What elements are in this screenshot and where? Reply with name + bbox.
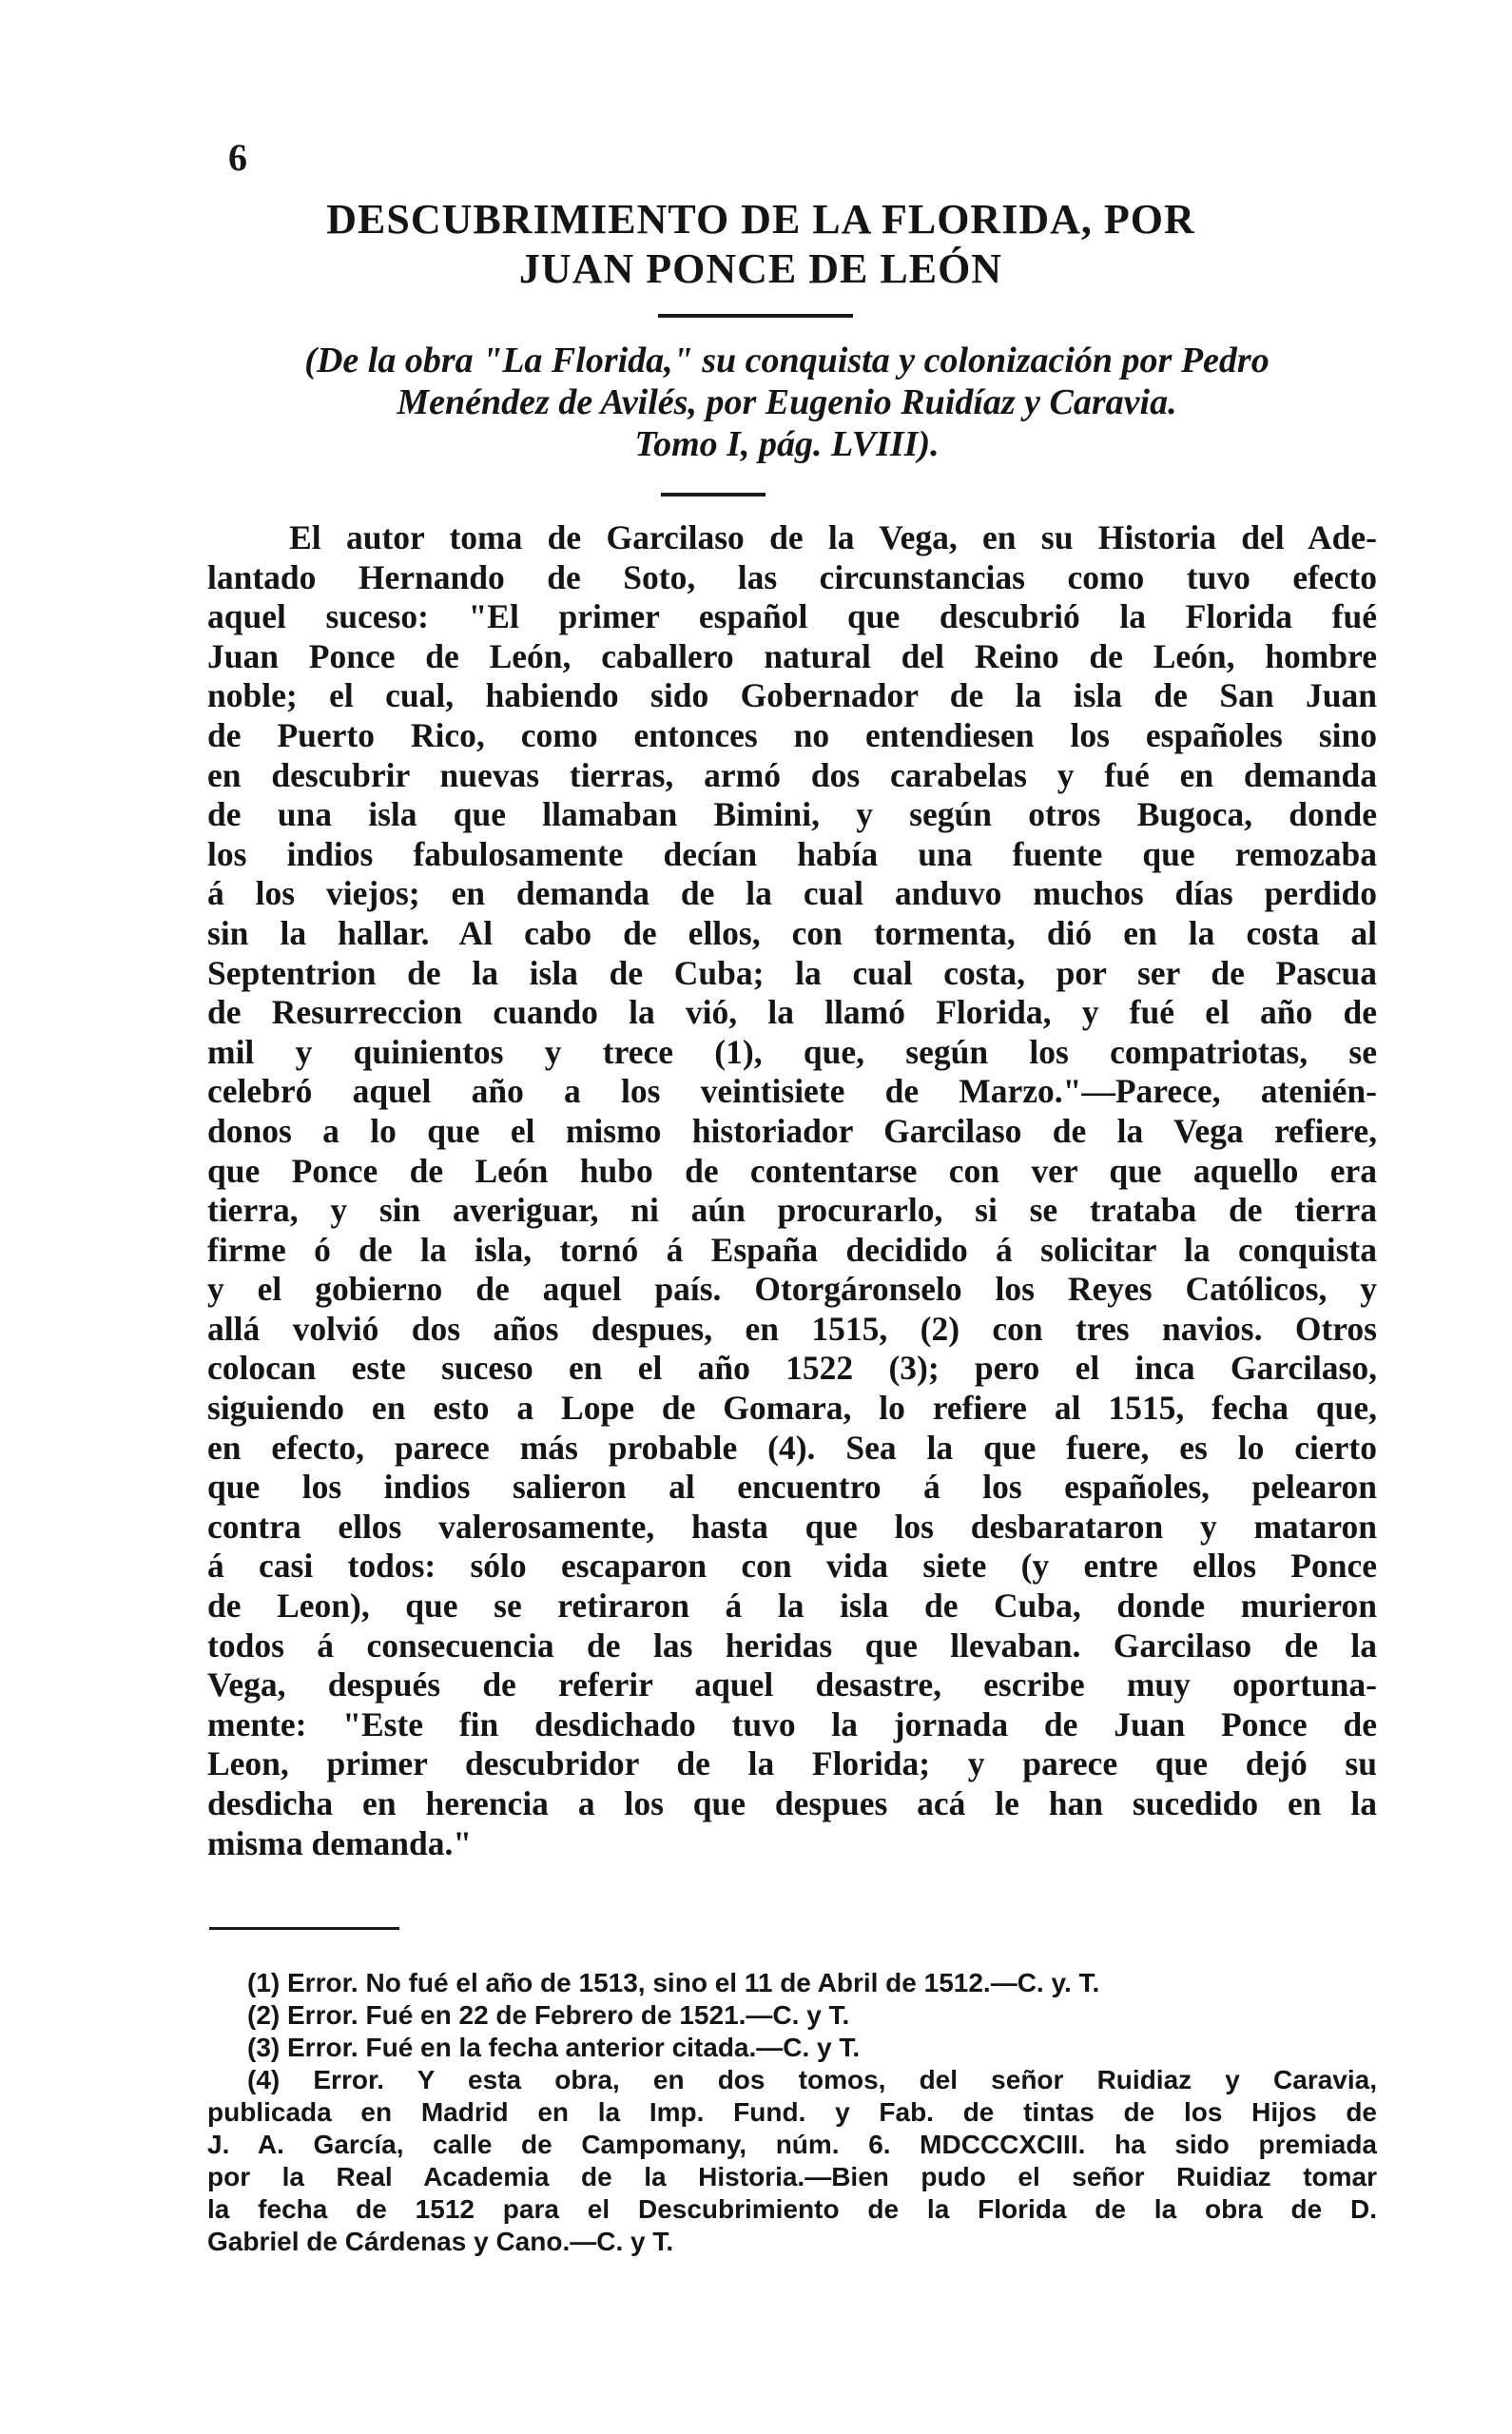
body-line-27: á casi todos: sólo escaparon con vida siete (y entre ellos Ponce: [207, 1547, 1377, 1586]
body-line-33: desdicha en herencia a los que despues acá le han sucedido en la: [207, 1784, 1377, 1822]
body-line-2: lantado Hernando de Soto, las circunstancias como tuvo efecto: [207, 557, 1377, 596]
body-line-12: Septentrion de la isla de Cuba; la cual costa, por ser de Pascua: [207, 953, 1377, 992]
footnote-4-line-6: Gabriel de Cárdenas y Cano.—C. y T.: [207, 2227, 674, 2256]
body-line-25: que los indios salieron al encuentro á los españoles, pelearon: [207, 1468, 1377, 1507]
body-line-1: El autor toma de Garcilaso de la Vega, en su Historia del Ade-: [289, 518, 1377, 556]
source-divider: [661, 493, 766, 497]
footnote-divider: [209, 1927, 399, 1930]
source-line-1: (De la obra "La Florida," su conquista y colonización por Pedro: [304, 341, 1270, 380]
body-line-7: en descubrir nuevas tierras, armó dos carabelas y fué en demanda: [207, 755, 1377, 794]
page-number: 6: [228, 136, 247, 179]
body-line-28: de Leon), que se retiraron á la isla de Cuba, donde murieron: [207, 1587, 1377, 1626]
body-line-17: que Ponce de León hubo de contentarse con ver que aquello era: [207, 1151, 1377, 1190]
footnote-3: (3) Error. Fué en la fecha anterior citada.—C. y T.: [247, 2033, 861, 2062]
title-line-2: JUAN PONCE DE LEÓN: [518, 245, 1003, 292]
body-line-15: celebró aquel año a los veintisiete de Marzo."—Parece, atenién-: [207, 1072, 1377, 1111]
body-line-24: en efecto, parece más probable (4). Sea la que fuere, es lo cierto: [207, 1428, 1377, 1467]
body-line-23: siguiendo en esto a Lope de Gomara, lo refiere al 1515, fecha que,: [207, 1389, 1377, 1428]
body-line-16: donos a lo que el mismo historiador Garcilaso de la Vega refiere,: [207, 1111, 1377, 1150]
body-line-22: colocan este suceso en el año 1522 (3); pero el inca Garcilaso,: [207, 1349, 1377, 1388]
body-line-21: allá volvió dos años despues, en 1515, (2) con tres navios. Otros: [207, 1309, 1377, 1348]
footnotes: [207, 1967, 1377, 2258]
body-line-30: Vega, después de referir aquel desastre, escribe muy oportuna-: [207, 1665, 1377, 1704]
footnote-1: (1) Error. No fué el año de 1513, sino el 11 de Abril de 1512.—C. y. T.: [247, 1968, 1100, 1997]
body-line-4: Juan Ponce de León, caballero natural del Reino de León, hombre: [207, 636, 1377, 675]
body-line-5: noble; el cual, habiendo sido Gobernador de la isla de San Juan: [207, 676, 1377, 715]
main-text: [207, 518, 1377, 1863]
body-line-34: misma demanda.": [207, 1823, 473, 1862]
page-title: [209, 195, 1312, 294]
footnote-4-line-5: la fecha de 1512 para el Descubrimiento de la Florida de la obra de D.: [207, 2194, 1377, 2224]
body-line-26: contra ellos valerosamente, hasta que los desbarataron y mataron: [207, 1507, 1377, 1546]
body-line-10: á los viejos; en demanda de la cual anduvo muchos días perdido: [207, 874, 1377, 913]
footnote-4-line-1: (4) Error. Y esta obra, en dos tomos, del señor Ruidiaz y Caravia,: [247, 2065, 1377, 2094]
body-line-3: aquel suceso: "El primer español que descubrió la Florida fué: [207, 597, 1377, 636]
body-line-19: firme ó de la isla, tornó á España decidido á solicitar la conquista: [207, 1230, 1377, 1269]
body-line-14: mil y quinientos y trece (1), que, según los compatriotas, se: [207, 1032, 1377, 1071]
body-line-18: tierra, y sin averiguar, ni aún procurarlo, si se trataba de tierra: [207, 1191, 1377, 1230]
body-line-8: de una isla que llamaban Bimini, y según otros Bugoca, donde: [207, 795, 1377, 834]
body-line-31: mente: "Este fin desdichado tuvo la jornada de Juan Ponce de: [207, 1704, 1377, 1743]
body-line-11: sin la hallar. Al cabo de ellos, con tormenta, dió en la costa al: [207, 913, 1377, 952]
body-line-32: Leon, primer descubridor de la Florida; y parece que dejó su: [207, 1744, 1377, 1783]
footnote-2: (2) Error. Fué en 22 de Febrero de 1521.—C. y T.: [247, 2000, 850, 2030]
body-line-20: y el gobierno de aquel país. Otorgáronselo los Reyes Católicos, y: [207, 1270, 1377, 1309]
footnote-4-line-3: J. A. García, calle de Campomany, núm. 6. MDCCCXCIII. ha sido premiada: [207, 2130, 1377, 2159]
body-line-6: de Puerto Rico, como entonces no entendiesen los españoles sino: [207, 715, 1377, 754]
title-divider: [658, 314, 853, 318]
body-line-9: los indios fabulosamente decían había una fuente que remozaba: [207, 834, 1377, 873]
footnote-4-line-4: por la Real Academia de la Historia.—Bien pudo el señor Ruidiaz tomar: [207, 2162, 1377, 2191]
body-line-29: todos á consecuencia de las heridas que llevaban. Garcilaso de la: [207, 1626, 1377, 1665]
body-line-13: de Resurreccion cuando la vió, la llamó Florida, y fué el año de: [207, 993, 1377, 1032]
footnote-4-line-2: publicada en Madrid en la Imp. Fund. y Fab. de tintas de los Hijos de: [207, 2097, 1377, 2127]
title-line-1: DESCUBRIMIENTO DE LA FLORIDA, POR: [326, 196, 1195, 243]
source-line-2: Menéndez de Avilés, por Eugenio Ruidíaz y Caravia.: [397, 382, 1177, 422]
source-citation: [204, 340, 1369, 465]
source-line-3: Tomo I, pág. LVIII).: [634, 424, 940, 464]
